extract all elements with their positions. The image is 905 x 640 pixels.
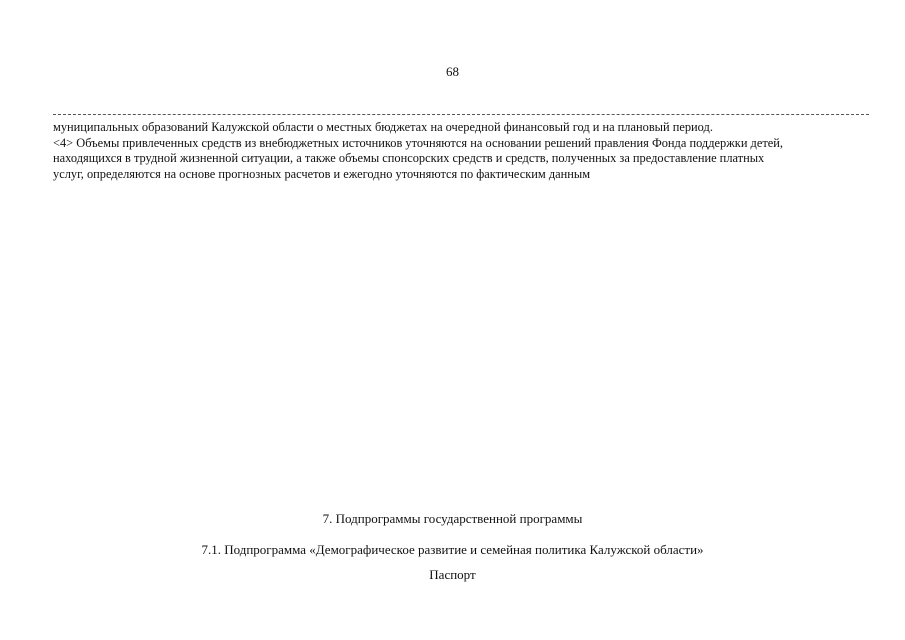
footnote-line: <4> Объемы привлеченных средств из внебюджетных источников уточняются на основании решений правления Фонда поддержки детей, xyxy=(53,135,783,150)
subsection-title: 7.1. Подпрограмма «Демографическое развитие и семейная политика Калужской области» xyxy=(201,542,704,557)
section-title: 7. Подпрограммы государственной программы xyxy=(322,511,583,526)
footnote-separator xyxy=(53,114,869,115)
footnotes-block xyxy=(53,120,873,182)
footnote-line: муниципальных образований Калужской области о местных бюджетах на очередной финансовый год и на плановый период. xyxy=(53,120,713,134)
page-number: 68 xyxy=(446,64,459,79)
footnote-line: находящихся в трудной жизненной ситуации, а также объемы спонсорских средств и средств, полученных за предоставление платных xyxy=(53,151,765,166)
footnote-line: услуг, определяются на основе прогнозных расчетов и ежегодно уточняются по фактическим данным xyxy=(53,166,591,181)
passport-title: Паспорт xyxy=(429,567,476,582)
